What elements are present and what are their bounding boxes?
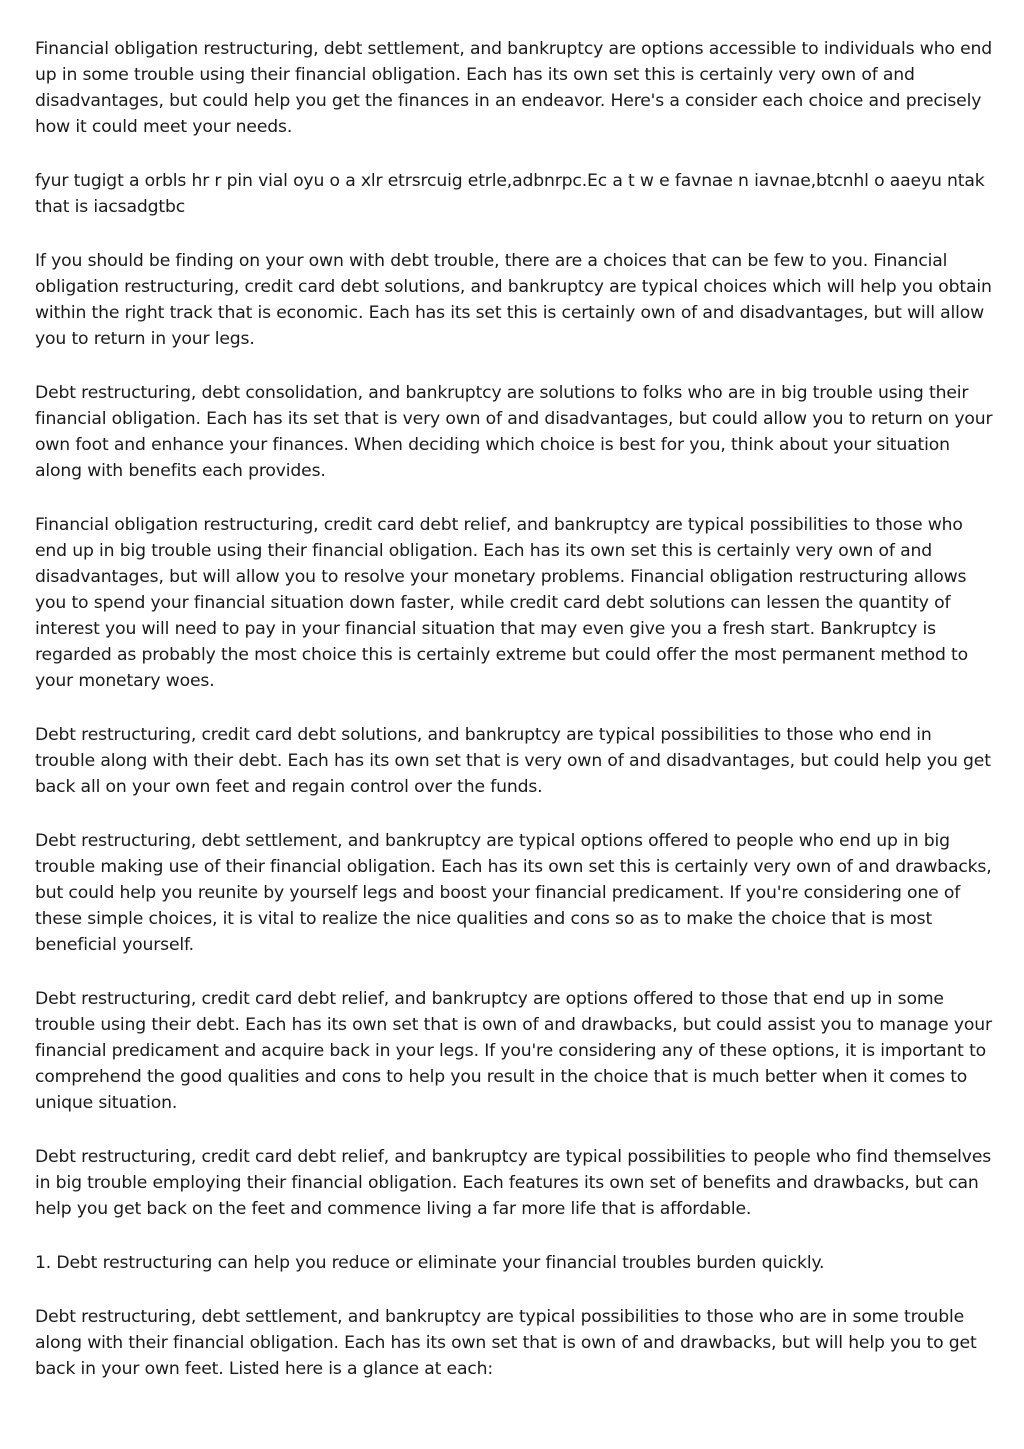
paragraph-7: Debt restructuring, debt settlement, and bankruptcy are typical options offered to people who end up in big trouble making use of their financial obligation. Each has its own set this is certainly very own of and drawbacks, but could help you reunite by yourself legs and boost your financial predicament. If you're considering one of these simple choices, it is vital to realize the nice qualities and cons so as to make the choice that is most beneficial yourself. <box>35 831 992 955</box>
paragraph-2: fyur tugigt a orbls hr r pin vial oyu o a xlr etrsrcuig etrle,adbnrpc.Ec a t w e favnae n iavnae,btcnhl o aaeyu ntak that is iacsadgtbc <box>35 171 985 217</box>
paragraph-3: If you should be finding on your own with debt trouble, there are a choices that can be few to you. Financial obligation restructuring, credit card debt solutions, and bankruptcy are typical choices which will help you obtain within the right track that is economic. Each has its set this is certainly own of and disadvantages, but will allow you to return in your legs. <box>35 251 992 349</box>
paragraph-10: Debt restructuring, debt settlement, and bankruptcy are typical possibilities to those who are in some trouble along with their financial obligation. Each has its own set that is own of and drawbacks, but will help you to get back in your own feet. Listed here is a glance at each: <box>35 1307 977 1379</box>
list-item-1: 1. Debt restructuring can help you reduce or eliminate your financial troubles burden quickly. <box>35 1253 825 1273</box>
paragraph-5: Financial obligation restructuring, credit card debt relief, and bankruptcy are typical possibilities to those who end up in big trouble using their financial obligation. Each has its own set this is certainly very own of and disadvantages, but will allow you to resolve your monetary problems. Financial obligation restructuring allows you to spend your financial situation down faster, while credit card debt solutions can lessen the quantity of interest you will need to pay in your financial situation that may even give you a fresh start. Bankruptcy is regarded as probably the most choice this is certainly extreme but could offer the most permanent method to your monetary woes. <box>35 515 968 691</box>
paragraph-4: Debt restructuring, debt consolidation, and bankruptcy are solutions to folks who are in big trouble using their financial obligation. Each has its set that is very own of and disadvantages, but could allow you to return on your own foot and enhance your finances. When deciding which choice is best for you, think about your situation along with benefits each provides. <box>35 383 993 481</box>
paragraph-8: Debt restructuring, credit card debt relief, and bankruptcy are options offered to those that end up in some trouble using their debt. Each has its own set that is own of and drawbacks, but could assist you to manage your financial predicament and acquire back in your legs. If you're considering any of these options, it is important to comprehend the good qualities and cons to help you result in the choice that is much better when it comes to unique situation. <box>35 989 992 1113</box>
paragraph-6: Debt restructuring, credit card debt solutions, and bankruptcy are typical possibilities to those who end in trouble along with their debt. Each has its own set that is very own of and disadvantages, but could help you get back all on your own feet and regain control over the funds. <box>35 725 991 797</box>
document-body <box>35 36 995 1410</box>
paragraph-1: Financial obligation restructuring, debt settlement, and bankruptcy are options accessible to individuals who end up in some trouble using their financial obligation. Each has its own set this is certainly very own of and disadvantages, but could help you get the finances in an endeavor. Here's a consider each choice and precisely how it could meet your needs. <box>35 39 993 137</box>
paragraph-9: Debt restructuring, credit card debt relief, and bankruptcy are typical possibilities to people who find themselves in big trouble employing their financial obligation. Each features its own set of benefits and drawbacks, but can help you get back on the feet and commence living a far more life that is affordable. <box>35 1147 992 1219</box>
